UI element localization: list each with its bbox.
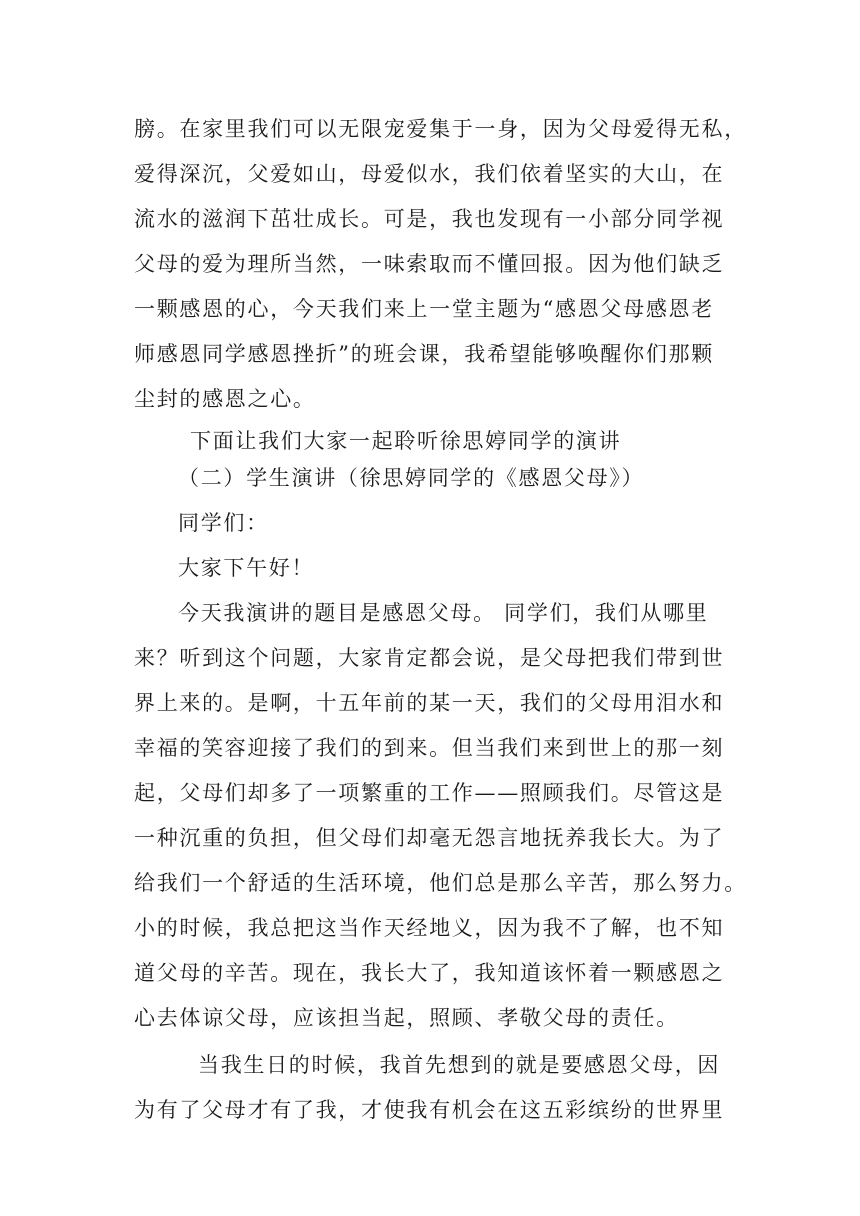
text-line: 尘封的感恩之心。 <box>134 387 316 411</box>
text-line: 道父母的辛苦。现在，我长大了，我知道该怀着一颗感恩之 <box>134 961 725 985</box>
text-line: 同学们： <box>178 511 269 535</box>
text-line: 父母的爱为理所当然，一味索取而不懂回报。因为他们缺乏 <box>134 252 725 276</box>
text-line: 起，父母们却多了一项繁重的工作——照顾我们。尽管这是 <box>134 781 725 805</box>
text-line: 当我生日的时候，我首先想到的就是要感恩父母，因 <box>198 1053 721 1077</box>
text-line: 流水的滋润下茁壮成长。可是，我也发现有一小部分同学视 <box>134 207 725 231</box>
text-line: 爱得深沉，父爱如山，母爱似水，我们依着坚实的大山，在 <box>134 162 725 186</box>
text-line: 师感恩同学感恩挫折”的班会课，我希望能够唤醒你们那颗 <box>134 342 714 366</box>
text-line: 下面让我们大家一起聆听徐思婷同学的演讲 <box>190 429 622 453</box>
text-line: 心去体谅父母，应该担当起，照顾、孝敬父母的责任。 <box>134 1006 679 1030</box>
text-line: 为有了父母才有了我，才使我有机会在这五彩缤纷的世界里 <box>134 1098 725 1122</box>
text-line: 大家下午好！ <box>178 556 315 580</box>
text-line: 膀。在家里我们可以无限宠爱集于一身，因为父母爱得无私， <box>134 117 747 141</box>
text-line: 界上来的。是啊，十五年前的某一天，我们的父母用泪水和 <box>134 691 725 715</box>
text-line: （二）学生演讲（徐思婷同学的《感恩父母》） <box>178 466 645 490</box>
text-line: 一颗感恩的心，今天我们来上一堂主题为“感恩父母感恩老 <box>134 297 714 321</box>
text-line: 来？听到这个问题，大家肯定都会说，是父母把我们带到世 <box>134 646 725 670</box>
text-line: 今天我演讲的题目是感恩父母。 同学们，我们从哪里 <box>178 601 709 625</box>
text-line: 给我们一个舒适的生活环境，他们总是那么辛苦，那么努力。 <box>134 871 747 895</box>
text-line: 一种沉重的负担，但父母们却毫无怨言地抚养我长大。为了 <box>134 826 725 850</box>
text-line: 幸福的笑容迎接了我们的到来。但当我们来到世上的那一刻 <box>134 736 725 760</box>
text-line: 小的时候，我总把这当作天经地义，因为我不了解，也不知 <box>134 916 725 940</box>
